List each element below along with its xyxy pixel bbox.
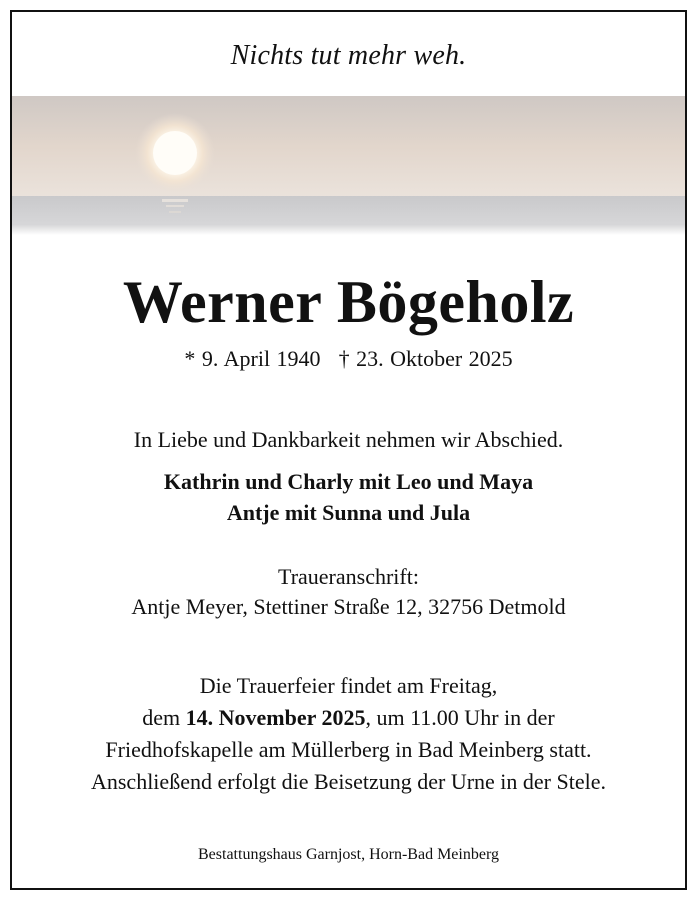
- address-line: Antje Meyer, Stettiner Straße 12, 32756 Detmold: [131, 594, 566, 619]
- life-dates: [0, 346, 697, 372]
- address-label: Traueranschrift:: [278, 564, 419, 589]
- farewell-text: In Liebe und Dankbarkeit nehmen wir Abschied.: [133, 427, 564, 452]
- ceremony-line: [0, 703, 697, 732]
- ceremony-line: Die Trauerfeier findet am Freitag,: [199, 673, 498, 698]
- death-date: † 23. Oktober 2025: [338, 346, 513, 371]
- mourner-line: Kathrin und Charly mit Leo und Maya: [163, 469, 534, 494]
- ceremony-suffix: , um 11.00 Uhr in der: [365, 705, 555, 730]
- sunset-sea-photo: [12, 96, 685, 235]
- ceremony-date: 14. November 2025: [185, 705, 366, 730]
- ceremony-line: Friedhofskapelle am Müllerberg in Bad Meinberg statt.: [105, 737, 592, 762]
- mourner-line: Antje mit Sunna und Jula: [226, 500, 471, 525]
- birth-date: * 9. April 1940: [184, 346, 321, 371]
- ceremony-line: Anschließend erfolgt die Beisetzung der Urne in der Stele.: [90, 769, 606, 794]
- deceased-name: Werner Bögeholz: [122, 269, 575, 335]
- motto: Nichts tut mehr weh.: [230, 40, 467, 71]
- funeral-home: Bestattungshaus Garnjost, Horn-Bad Meinberg: [198, 846, 499, 863]
- ceremony-prefix: dem: [142, 705, 186, 730]
